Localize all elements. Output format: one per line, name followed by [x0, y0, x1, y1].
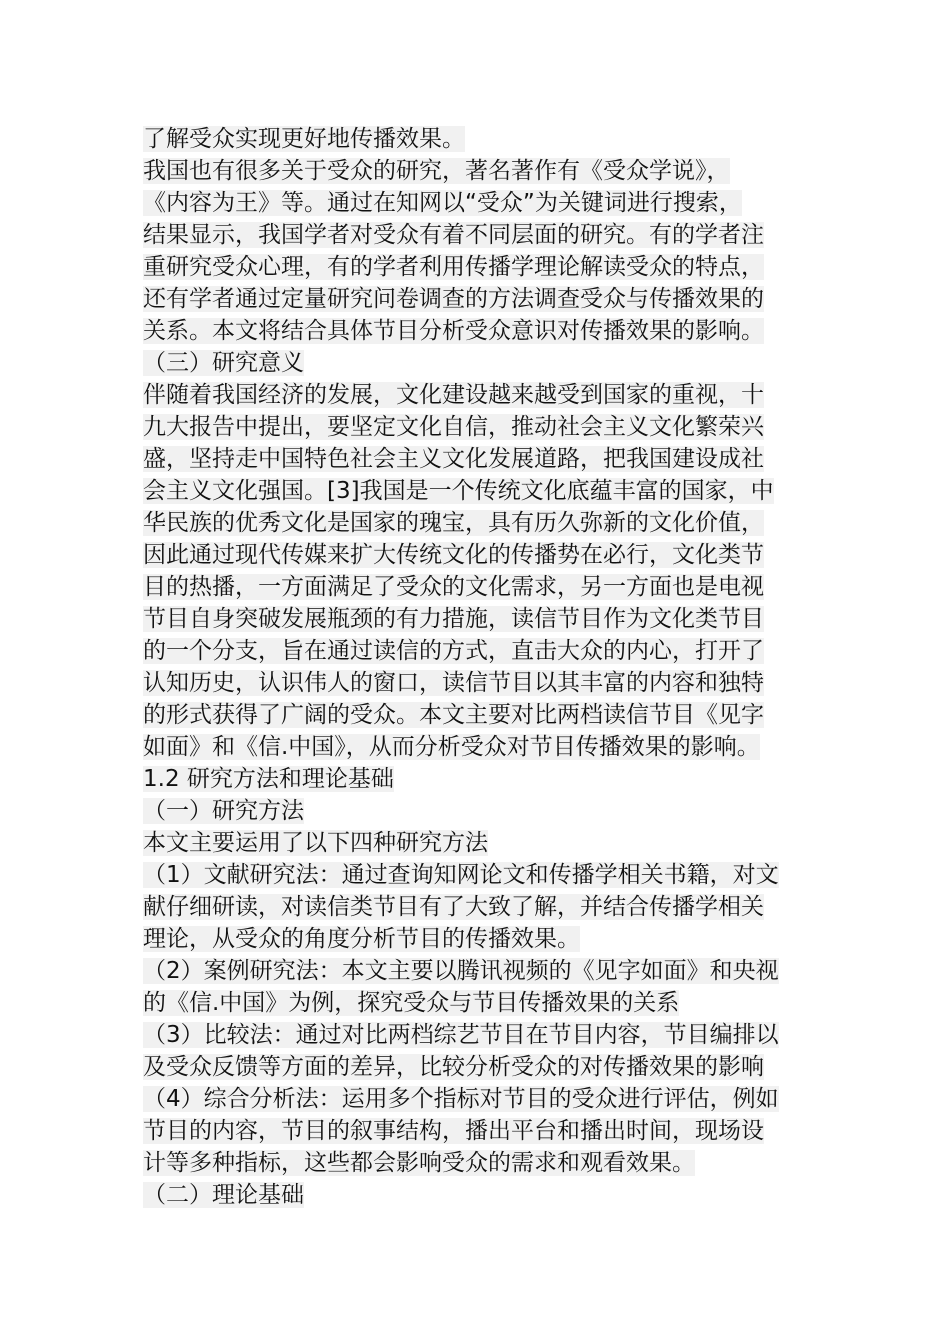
text-line-content: 及受众反馈等方面的差异，比较分析受众的对传播效果的影响: [143, 1054, 764, 1080]
text-line: [143, 507, 815, 539]
text-line: [143, 251, 815, 283]
text-line: [143, 283, 815, 315]
text-line-content: 节目自身突破发展瓶颈的有力措施，读信节目作为文化类节目: [143, 606, 764, 632]
text-line: [143, 827, 815, 859]
text-line-content: 九大报告中提出，要坚定文化自信，推动社会主义文化繁荣兴: [143, 414, 764, 440]
text-line-content: 我国也有很多关于受众的研究，著名著作有《受众学说》，: [143, 158, 730, 184]
text-line: [143, 155, 815, 187]
text-line-content: 认知历史，认识伟人的窗口，读信节目以其丰富的内容和独特: [143, 670, 764, 696]
section-heading: [143, 1179, 815, 1211]
section-heading: [143, 795, 815, 827]
section-heading: [143, 763, 815, 795]
text-line-content: （4）综合分析法：运用多个指标对节目的受众进行评估，例如: [143, 1086, 779, 1112]
text-line-content: 结果显示，我国学者对受众有着不同层面的研究。有的学者注: [143, 222, 764, 248]
section-heading-text: 1.2 研究方法和理论基础: [143, 766, 394, 792]
text-line-content: 华民族的优秀文化是国家的瑰宝，具有历久弥新的文化价值，: [143, 510, 764, 536]
text-line-content: 本文主要运用了以下四种研究方法: [143, 830, 488, 856]
text-line: [143, 475, 815, 507]
text-line-content: 节目的内容，节目的叙事结构，播出平台和播出时间，现场设: [143, 1118, 764, 1144]
section-heading-text: （一）研究方法: [143, 798, 304, 824]
text-line-content: 关系。本文将结合具体节目分析受众意识对传播效果的影响。: [143, 318, 764, 344]
text-line-content: 还有学者通过定量研究问卷调查的方法调查受众与传播效果的: [143, 286, 764, 312]
text-line-content: 计等多种指标，这些都会影响受众的需求和观看效果。: [143, 1150, 695, 1176]
text-line-content: （3）比较法：通过对比两档综艺节目在节目内容，节目编排以: [143, 1022, 779, 1048]
text-line: [143, 731, 815, 763]
text-line: [143, 1115, 815, 1147]
text-line: [143, 955, 815, 987]
text-line-content: 如面》和《信.中国》，从而分析受众对节目传播效果的影响。: [143, 734, 760, 760]
text-line: [143, 635, 815, 667]
text-line-content: 伴随着我国经济的发展，文化建设越来越受到国家的重视，十: [143, 382, 764, 408]
text-line: [143, 699, 815, 731]
text-line: [143, 1051, 815, 1083]
text-line: [143, 667, 815, 699]
text-line: [143, 571, 815, 603]
text-line: [143, 187, 815, 219]
text-line-content: 会主义文化强国。[3]我国是一个传统文化底蕴丰富的国家，中: [143, 478, 774, 504]
section-heading-text: （二）理论基础: [143, 1182, 304, 1208]
text-line: [143, 219, 815, 251]
text-line: [143, 1019, 815, 1051]
text-line-content: 的形式获得了广阔的受众。本文主要对比两档读信节目《见字: [143, 702, 764, 728]
text-line: [143, 443, 815, 475]
text-line: [143, 987, 815, 1019]
section-heading-text: （三）研究意义: [143, 350, 304, 376]
text-line: [143, 123, 815, 155]
text-line-content: 了解受众实现更好地传播效果。: [143, 126, 465, 152]
text-line: [143, 539, 815, 571]
text-line-content: 的《信.中国》为例，探究受众与节目传播效果的关系: [143, 990, 680, 1016]
text-line-content: 因此通过现代传媒来扩大传统文化的传播势在必行，文化类节: [143, 542, 764, 568]
text-line-content: 的一个分支，旨在通过读信的方式，直击大众的内心，打开了: [143, 638, 764, 664]
text-line: [143, 891, 815, 923]
text-line-content: 重研究受众心理，有的学者利用传播学理论解读受众的特点，: [143, 254, 764, 280]
text-line: [143, 859, 815, 891]
document-body: [143, 123, 815, 1211]
text-line: [143, 1147, 815, 1179]
text-line: [143, 315, 815, 347]
text-line: [143, 411, 815, 443]
section-heading: [143, 347, 815, 379]
text-line-content: 献仔细研读，对读信类节目有了大致了解，并结合传播学相关: [143, 894, 764, 920]
text-line-content: （2）案例研究法：本文主要以腾讯视频的《见字如面》和央视: [143, 958, 779, 984]
text-line: [143, 603, 815, 635]
text-line: [143, 923, 815, 955]
text-line: [143, 1083, 815, 1115]
text-line-content: 理论，从受众的角度分析节目的传播效果。: [143, 926, 580, 952]
text-line-content: 《内容为王》等。通过在知网以“受众”为关键词进行搜索，: [143, 190, 742, 216]
text-line: [143, 379, 815, 411]
text-line-content: （1）文献研究法：通过查询知网论文和传播学相关书籍，对文: [143, 862, 779, 888]
text-line-content: 盛，坚持走中国特色社会主义文化发展道路，把我国建设成社: [143, 446, 764, 472]
text-line-content: 目的热播，一方面满足了受众的文化需求，另一方面也是电视: [143, 574, 764, 600]
